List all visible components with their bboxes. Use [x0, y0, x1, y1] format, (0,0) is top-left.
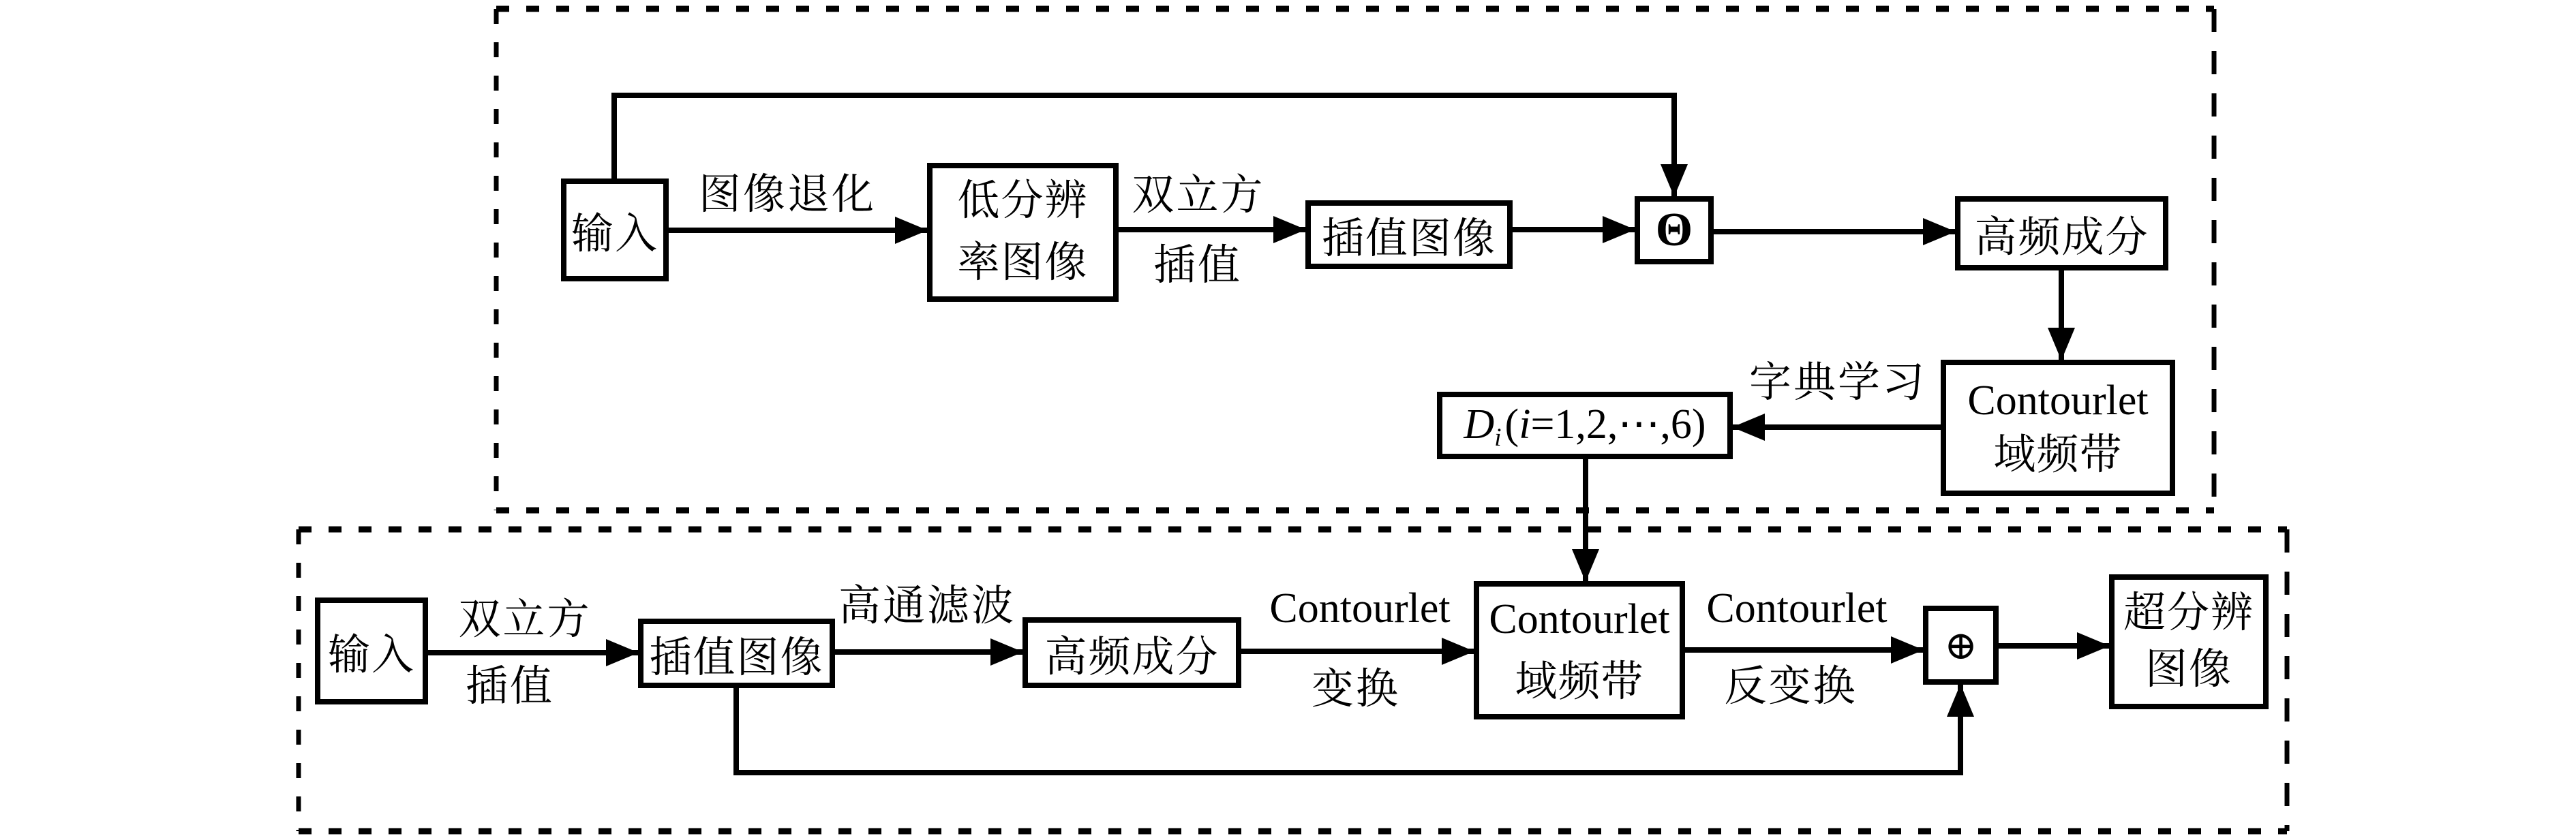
testing-contourlet-band-box	[1474, 581, 1685, 719]
dictionary-formula: $D_i(i=1,2,\cdots,6)$	[1464, 401, 1706, 452]
training-interp-box	[1305, 200, 1513, 269]
highpass-filter-arrow-label: 高通滤波	[838, 583, 1016, 630]
testing-input-box	[315, 598, 428, 704]
testing-sr-box	[2109, 574, 2269, 709]
dictionary-learning-arrow-label: 字典学习	[1748, 360, 1927, 406]
training-highfreq-label: 高频成分	[1974, 215, 2149, 261]
training-lowres-box	[927, 163, 1119, 302]
training-bicubic-label-line2: 插值	[1153, 243, 1243, 289]
testing-interp-label: 插值图像	[649, 634, 824, 681]
degradation-arrow-label: 图像退化	[698, 172, 877, 218]
testing-interp-box	[638, 619, 835, 688]
training-interp-label: 插值图像	[1321, 216, 1496, 262]
testing-input-label: 输入	[327, 632, 415, 679]
testing-oplus-box	[1923, 606, 1999, 685]
contourlet-transform-label-line2: 变换	[1311, 666, 1401, 713]
testing-bicubic-label-line2: 插值	[465, 664, 555, 710]
training-highfreq-box	[1955, 196, 2168, 270]
contourlet-transform-label-line1: Contourlet	[1269, 585, 1451, 632]
testing-contourlet-band-label: Contourlet 域频带	[1489, 595, 1670, 705]
testing-sr-label: 超分辨 图像	[2123, 590, 2254, 693]
testing-highfreq-label: 高频成分	[1044, 634, 1219, 681]
oplus-operator-symbol: ⊕	[1944, 623, 1978, 668]
training-input-label: 输入	[571, 211, 658, 258]
training-lowres-label: 低分辨 率图像	[957, 178, 1089, 286]
training-contourlet-band-box	[1941, 360, 2175, 496]
testing-bicubic-label-line1: 双立方	[458, 597, 592, 643]
theta-operator-symbol: Θ	[1655, 204, 1693, 256]
contourlet-inverse-label-line2: 反变换	[1724, 664, 1858, 710]
testing-highfreq-box	[1022, 617, 1241, 688]
training-input-box	[561, 179, 669, 281]
training-contourlet-band-label: Contourlet 域频带	[1967, 377, 2149, 478]
training-dictionary-box	[1437, 392, 1733, 459]
training-bicubic-label-line1: 双立方	[1132, 172, 1265, 219]
training-theta-box	[1635, 196, 1714, 264]
contourlet-inverse-label-line1: Contourlet	[1706, 585, 1888, 632]
